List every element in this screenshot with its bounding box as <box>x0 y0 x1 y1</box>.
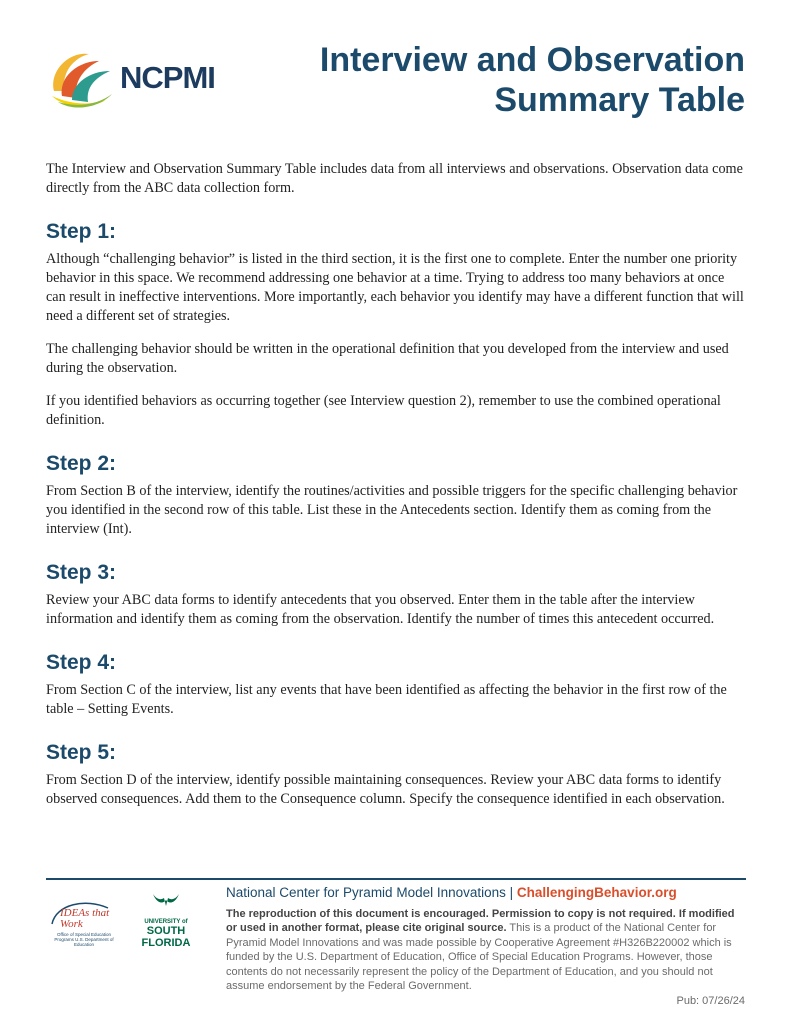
ideas-sub-text: Office of Special Education Programs U.S. Department of Education <box>54 932 114 947</box>
step-2-paragraph-1: From Section B of the interview, identify the routines/activities and possible triggers for the specific challenging behavior you identified in the second row of this table. List these in the Antecedents section. Identify them as coming from the interview (Int). <box>46 483 738 537</box>
ideas-that-work-logo <box>46 894 126 954</box>
step-1-paragraph-1: Although “challenging behavior” is listed in the third section, it is the first one to complete. Enter the number one priority behavior in this space. We recommend addressing one behavior at a time. Trying to address too many behaviors at once can result in ineffective interventions. More importantly, each behavior you identify may have a different function that will need a different set of strategies. <box>46 251 744 324</box>
title-line-2: Summary Table <box>494 81 745 119</box>
step-1-paragraph-2: The challenging behavior should be written in the operational definition that you developed from the interview and used during the observation. <box>46 341 729 376</box>
intro-paragraph: The Interview and Observation Summary Table includes data from all interviews and observations. Observation data come directly from the ABC data collection form. <box>46 161 743 196</box>
document-body <box>46 160 746 823</box>
step-4-heading: Step 4: <box>46 651 117 674</box>
step-2-heading: Step 2: <box>46 452 117 475</box>
step-3-paragraph-1: Review your ABC data forms to identify antecedents that you observed. Enter them in the table after the interview information and identify them as coming from the observation. Identify the number of times this antecedent occurred. <box>46 592 715 627</box>
footer-divider <box>46 878 746 880</box>
step-5-paragraph-1: From Section D of the interview, identify possible maintaining consequences. Review your ABC data forms to identify observed consequences. Add them to the Consequence column. Specify the consequence identified in each observation. <box>46 772 725 807</box>
step-4-paragraph-1: From Section C of the interview, list any events that have been identified as affecting the behavior in the first row of the table – Setting Events. <box>46 682 727 717</box>
footer-bold-notice: The reproduction of this document is encouraged. Permission to copy is not required. If modified or used in another format, please cite original source. <box>226 907 735 934</box>
ideas-logo-text: IDEAs that Work <box>60 907 110 930</box>
step-1-paragraph-3: If you identified behaviors as occurring together (see Interview question 2), remember to use the combined operational definition. <box>46 393 721 428</box>
step-1-heading: Step 1: <box>46 220 117 243</box>
usf-line-1: SOUTH <box>146 925 186 937</box>
footer-body-notice: This is a product of the National Center for Pyramid Model Innovations and was made possible by Cooperative Agreement #H326B220002 which is funded by the U.S. Department of Education, Office of Special Education Programs. However, those contents do not necessarily represent the policy of the Department of Education, and you should not assume endorsement by the Federal Government. <box>226 922 732 992</box>
publication-date: Pub: 07/26/24 <box>676 995 745 1007</box>
step-5-heading: Step 5: <box>46 741 117 764</box>
ncpmi-swirl-icon <box>44 46 124 112</box>
footer-heading <box>226 886 746 901</box>
usf-small-text: UNIVERSITY of <box>144 919 188 925</box>
challenging-behavior-link[interactable]: ChallengingBehavior.org <box>516 885 677 900</box>
title-line-1: Interview and Observation <box>319 41 745 79</box>
footer-text <box>226 886 746 994</box>
usf-logo <box>138 890 194 954</box>
step-3-heading: Step 3: <box>46 561 117 584</box>
logo-text: NCPMI <box>120 60 215 95</box>
footer-org: National Center for Pyramid Model Innovations | <box>226 885 514 900</box>
bull-horns-icon <box>151 890 181 912</box>
page-title <box>320 40 745 120</box>
footer-notice <box>226 907 746 994</box>
usf-line-2: FLORIDA <box>141 937 191 949</box>
